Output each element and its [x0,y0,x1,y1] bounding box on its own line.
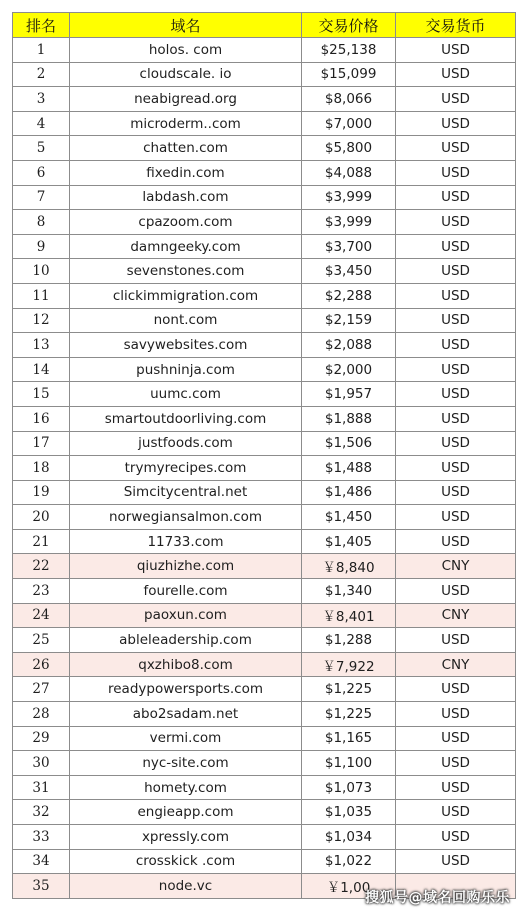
domain-sales-table [12,12,516,899]
table-row [13,480,516,505]
rank-cell: 6 [13,160,70,185]
domain-cell: node.vc [70,874,302,899]
domain-cell: fixedin.com [70,160,302,185]
domain-cell: Simcitycentral.net [70,480,302,505]
rank-cell: 33 [13,825,70,850]
table-row [13,431,516,456]
price-cell: $1,450 [302,505,396,530]
price-cell: ￥8,840 [302,554,396,579]
table-row [13,677,516,702]
domain-cell: labdash.com [70,185,302,210]
rank-cell: 23 [13,579,70,604]
header-currency: 交易货币 [396,13,516,38]
table-row [13,185,516,210]
domain-cell: nont.com [70,308,302,333]
price-cell: $1,488 [302,456,396,481]
currency-cell: USD [396,800,516,825]
currency-cell: USD [396,111,516,136]
rank-cell: 13 [13,333,70,358]
rank-cell: 28 [13,702,70,727]
table-row [13,529,516,554]
price-cell: $5,800 [302,136,396,161]
rank-cell: 17 [13,431,70,456]
domain-cell: trymyrecipes.com [70,456,302,481]
rank-cell: 22 [13,554,70,579]
price-cell: $2,088 [302,333,396,358]
rank-cell: 4 [13,111,70,136]
table-row [13,849,516,874]
currency-cell: USD [396,38,516,63]
currency-cell: CNY [396,603,516,628]
table-row [13,505,516,530]
rank-cell: 7 [13,185,70,210]
currency-cell: USD [396,775,516,800]
currency-cell: USD [396,628,516,653]
domain-cell: homety.com [70,775,302,800]
currency-cell: USD [396,234,516,259]
domain-cell: qxzhibo8.com [70,652,302,677]
table-row [13,259,516,284]
table-row [13,308,516,333]
rank-cell: 2 [13,62,70,87]
table-row [13,382,516,407]
price-cell: $8,066 [302,87,396,112]
table-row [13,87,516,112]
currency-cell: USD [396,529,516,554]
domain-cell: cloudscale. io [70,62,302,87]
price-cell: $1,957 [302,382,396,407]
table-row [13,333,516,358]
price-cell: $1,035 [302,800,396,825]
price-cell: $25,138 [302,38,396,63]
currency-cell: USD [396,456,516,481]
header-rank: 排名 [13,13,70,38]
table-row [13,62,516,87]
currency-cell: USD [396,825,516,850]
table-row [13,111,516,136]
currency-cell: USD [396,259,516,284]
domain-cell: smartoutdoorliving.com [70,406,302,431]
price-cell: $2,288 [302,283,396,308]
domain-cell: microderm..com [70,111,302,136]
table-row [13,38,516,63]
table-row [13,160,516,185]
domain-cell: crosskick .com [70,849,302,874]
price-cell: $1,034 [302,825,396,850]
table-row [13,775,516,800]
currency-cell: USD [396,333,516,358]
rank-cell: 1 [13,38,70,63]
table-row [13,579,516,604]
currency-cell: USD [396,702,516,727]
domain-cell: abo2sadam.net [70,702,302,727]
rank-cell: 35 [13,874,70,899]
table-row [13,456,516,481]
price-cell: ￥7,922 [302,652,396,677]
currency-cell: USD [396,751,516,776]
price-cell: $1,022 [302,849,396,874]
domain-cell: fourelle.com [70,579,302,604]
table-row [13,554,516,579]
table-row [13,603,516,628]
domain-cell: norwegiansalmon.com [70,505,302,530]
currency-cell: USD [396,579,516,604]
domain-cell: justfoods.com [70,431,302,456]
table-row [13,210,516,235]
rank-cell: 27 [13,677,70,702]
table-row [13,702,516,727]
domain-cell: uumc.com [70,382,302,407]
rank-cell: 12 [13,308,70,333]
currency-cell: USD [396,677,516,702]
currency-cell: USD [396,308,516,333]
price-cell: $2,159 [302,308,396,333]
rank-cell: 25 [13,628,70,653]
rank-cell: 8 [13,210,70,235]
header-domain: 域名 [70,13,302,38]
price-cell: $1,165 [302,726,396,751]
domain-cell: xpressly.com [70,825,302,850]
price-cell: $15,099 [302,62,396,87]
price-cell: $3,450 [302,259,396,284]
domain-cell: damngeeky.com [70,234,302,259]
currency-cell: USD [396,185,516,210]
domain-cell: engieapp.com [70,800,302,825]
rank-cell: 20 [13,505,70,530]
table-row [13,628,516,653]
domain-cell: nyc-site.com [70,751,302,776]
table-body [13,38,516,899]
rank-cell: 19 [13,480,70,505]
rank-cell: 30 [13,751,70,776]
domain-cell: sevenstones.com [70,259,302,284]
price-cell: $3,999 [302,185,396,210]
table-row [13,825,516,850]
header-price: 交易价格 [302,13,396,38]
domain-cell: 11733.com [70,529,302,554]
watermark-text: 搜狐号@域名回购乐乐 [365,890,510,906]
domain-cell: vermi.com [70,726,302,751]
price-cell: $4,088 [302,160,396,185]
currency-cell: USD [396,160,516,185]
price-cell: $2,000 [302,357,396,382]
rank-cell: 9 [13,234,70,259]
price-cell: ￥8,401 [302,603,396,628]
rank-cell: 31 [13,775,70,800]
domain-cell: qiuzhizhe.com [70,554,302,579]
price-cell: $1,486 [302,480,396,505]
price-cell: $3,999 [302,210,396,235]
domain-cell: holos. com [70,38,302,63]
price-cell: $1,100 [302,751,396,776]
currency-cell: USD [396,136,516,161]
table-row [13,283,516,308]
table-row [13,800,516,825]
currency-cell: USD [396,210,516,235]
price-cell: $1,888 [302,406,396,431]
price-cell: $1,288 [302,628,396,653]
rank-cell: 29 [13,726,70,751]
table-row [13,652,516,677]
currency-cell: USD [396,87,516,112]
price-cell: $1,073 [302,775,396,800]
domain-cell: neabigread.org [70,87,302,112]
table-row [13,136,516,161]
currency-cell: USD [396,406,516,431]
rank-cell: 10 [13,259,70,284]
rank-cell: 5 [13,136,70,161]
currency-cell: CNY [396,554,516,579]
currency-cell: USD [396,726,516,751]
currency-cell: USD [396,357,516,382]
currency-cell: USD [396,283,516,308]
domain-cell: readypowersports.com [70,677,302,702]
price-cell: $3,700 [302,234,396,259]
table-row [13,406,516,431]
currency-cell: USD [396,480,516,505]
price-cell: $1,225 [302,702,396,727]
currency-cell: USD [396,849,516,874]
domain-cell: savywebsites.com [70,333,302,358]
table-header-row [13,13,516,38]
rank-cell: 24 [13,603,70,628]
rank-cell: 15 [13,382,70,407]
table-row [13,357,516,382]
currency-cell: USD [396,505,516,530]
domain-cell: ableleadership.com [70,628,302,653]
currency-cell: CNY [396,652,516,677]
rank-cell: 3 [13,87,70,112]
currency-cell: USD [396,382,516,407]
rank-cell: 11 [13,283,70,308]
table-row [13,726,516,751]
price-cell: $1,340 [302,579,396,604]
domain-cell: chatten.com [70,136,302,161]
rank-cell: 32 [13,800,70,825]
domain-cell: paoxun.com [70,603,302,628]
rank-cell: 16 [13,406,70,431]
rank-cell: 21 [13,529,70,554]
currency-cell: USD [396,431,516,456]
domain-cell: cpazoom.com [70,210,302,235]
price-cell: ￥1,00 [302,874,396,899]
price-cell: $7,000 [302,111,396,136]
price-cell: $1,225 [302,677,396,702]
price-cell: $1,405 [302,529,396,554]
rank-cell: 26 [13,652,70,677]
rank-cell: 34 [13,849,70,874]
price-cell: $1,506 [302,431,396,456]
currency-cell: USD [396,62,516,87]
domain-cell: clickimmigration.com [70,283,302,308]
table-row [13,751,516,776]
table-row [13,234,516,259]
rank-cell: 18 [13,456,70,481]
rank-cell: 14 [13,357,70,382]
domain-cell: pushninja.com [70,357,302,382]
